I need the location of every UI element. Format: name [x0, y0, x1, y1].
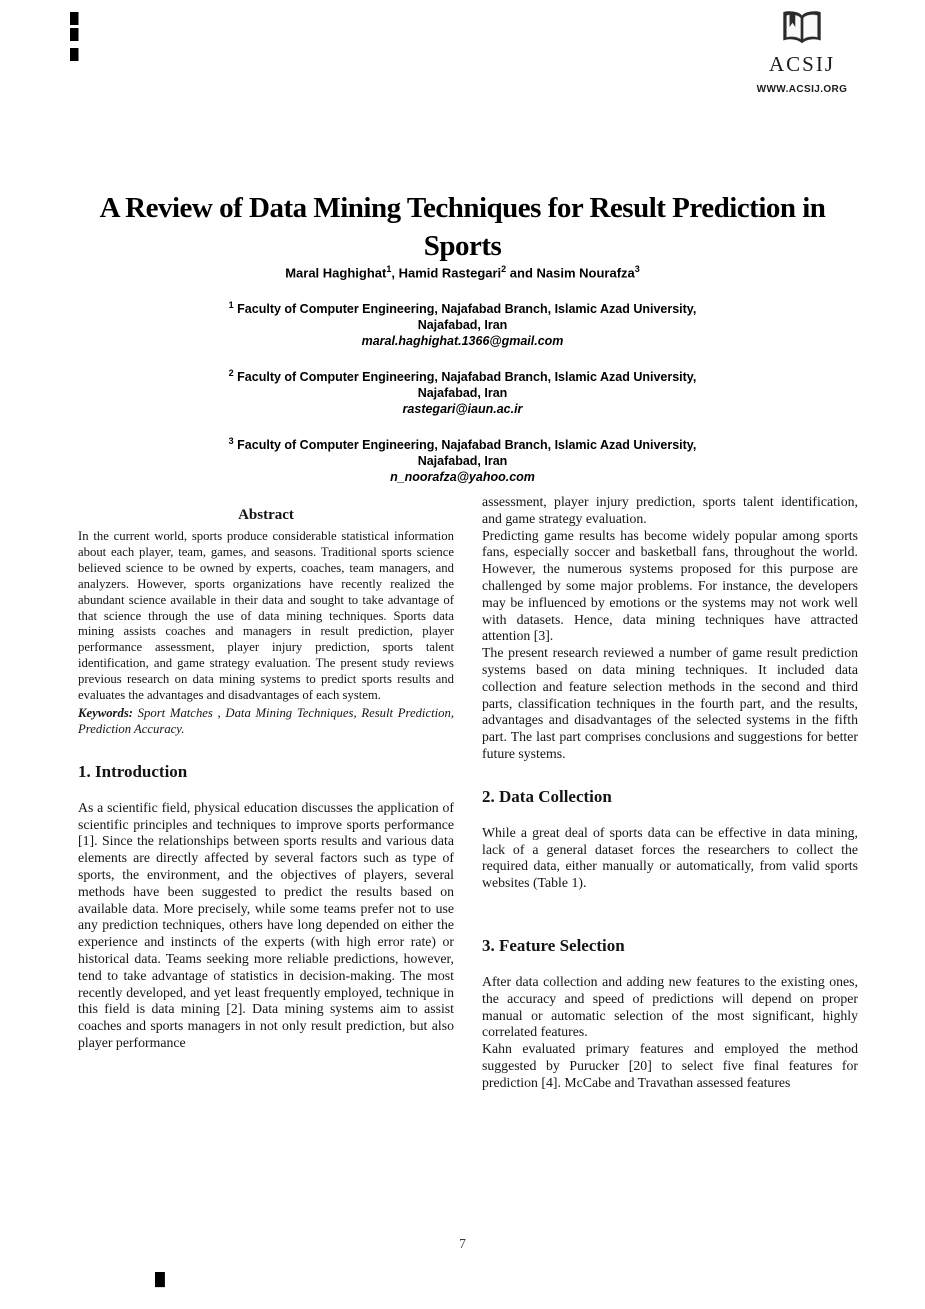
- right-column: [482, 494, 858, 1092]
- affiliation-block: [0, 297, 925, 349]
- affiliation-superscript: 1: [228, 300, 234, 310]
- keywords-label: Keywords:: [78, 705, 133, 720]
- affiliation-superscript: 3: [228, 436, 234, 447]
- author-email-link[interactable]: rastegari@iaun.ac.ir: [402, 402, 523, 417]
- logo-acronym: ACSIJ: [768, 52, 836, 76]
- affiliation-block: [0, 433, 925, 485]
- acsij-logo: [752, 8, 852, 95]
- authors-line: [0, 264, 925, 280]
- continuation-paragraph: The present research reviewed a number of game result prediction systems based on data mining techniques. It included data collection and feature selection methods in the second and third parts, classification techniques in the fourth part, and the results, advantages and disadvantages of the selected systems in the fifth part. The last part comprises conclusions and suggestions for better future systems.: [482, 645, 858, 761]
- section-heading-feature-selection: 3. Feature Selection: [482, 935, 625, 955]
- feature-selection-paragraph: Kahn evaluated primary features and employed the method suggested by Purucker [20] to select five final features for prediction [4]. McCabe and Travathan assessed features: [482, 1041, 858, 1090]
- affiliation-text: Faculty of Computer Engineering, Najafabad Branch, Islamic Azad University,: [237, 302, 697, 317]
- author-superscript: 1: [386, 264, 392, 274]
- keywords-text: Sport Matches , Data Mining Techniques, Result Prediction, Prediction Accuracy.: [78, 705, 454, 736]
- open-book-icon: [752, 8, 852, 50]
- journal-header-marks: [70, 12, 81, 64]
- affiliation-superscript: 2: [228, 368, 234, 379]
- author-superscript: 3: [634, 264, 640, 274]
- continuation-paragraph: Predicting game results has become widely popular among sports fans, especially soccer and basketball fans, throughout the world. However, the numerous systems proposed for this purpose are challenged by some major problems. For instance, the developers may be influenced by emotions or the systems may not work well with datasets. Hence, data mining techniques have attracted attention [3].: [482, 527, 858, 644]
- author-superscript: 2: [501, 264, 507, 274]
- author-email-link[interactable]: n_noorafza@yahoo.com: [390, 470, 535, 485]
- feature-selection-paragraph: After data collection and adding new features to the existing ones, the accuracy and speed of predictions will depend on proper manual or automatic selection of the most significant, highly correlated features.: [482, 973, 858, 1040]
- affiliation-line: [0, 433, 925, 453]
- affiliation-block: [0, 365, 925, 417]
- header-mark-glyph: █: [70, 28, 79, 41]
- author-email-link[interactable]: maral.haghighat.1366@gmail.com: [361, 334, 564, 349]
- header-mark-glyph: █: [70, 12, 79, 25]
- author-name: Nasim Nourafza: [536, 265, 635, 281]
- page-number: 7: [459, 1236, 466, 1251]
- body-columns: [78, 494, 858, 1092]
- paper-title-line1: A Review of Data Mining Techniques for Result Prediction in: [99, 192, 826, 225]
- abstract-text: In the current world, sports produce considerable statistical information about each player, team, games, and seasons. Traditional sports science believed science to be owned by experts, coaches, team managers, and analyzers. However, sports organizations have recently realized the abundant science available in their data and sought to take advantage of that science through the use of data mining techniques. Sports data mining assists coaches and managers in result prediction, player performance assessment, player injury prediction, sports talent identification, and game strategy evaluation. The present study reviews previous research on data mining systems to predict sports results and evaluates the advantages and disadvantages of each system.: [78, 529, 454, 703]
- paper-title-line2: Sports: [423, 230, 502, 263]
- introduction-text: As a scientific field, physical education discusses the application of scientific principles and techniques to improve sports performance [1]. Since the relationships between sports results and various data elements are directly affected by several factors such as type of sports, the environment, and the objectives of players, several methods have been suggested to predict the results based on available data. More precisely, while some teams prefer not to use any prediction techniques, others have long depended on either the experience and instincts of the experts (with high error rate) or historical data. Teams seeking more reliable predictions, however, tend to take advantage of statistics in decision-making. The most recently developed, and yet least frequently employed, technique in this field is data mining [2]. Data mining systems aim to assist coaches and sports managers in not only result prediction, but also player performance: [78, 799, 454, 1050]
- paper-title: [60, 189, 865, 265]
- section-heading-introduction: 1. Introduction: [78, 761, 188, 781]
- affiliation-line: [0, 365, 925, 385]
- left-column: [78, 494, 454, 1092]
- section-heading-data-collection: 2. Data Collection: [482, 786, 612, 806]
- affiliation-location: Najafabad, Iran: [417, 454, 508, 469]
- author-separator: and: [506, 265, 537, 281]
- affiliation-location: Najafabad, Iran: [417, 386, 508, 401]
- affiliation-location: Najafabad, Iran: [417, 318, 508, 333]
- affiliation-line: [0, 297, 925, 317]
- data-collection-text: While a great deal of sports data can be effective in data mining, lack of a general dataset forces the researchers to collect the required data, either manually or automatically, from valid sports websites (Table 1).: [482, 824, 858, 891]
- affiliations: [0, 297, 925, 501]
- affiliation-text: Faculty of Computer Engineering, Najafabad Branch, Islamic Azad University,: [237, 370, 697, 385]
- author-name: Hamid Rastegari: [398, 265, 502, 281]
- footer-mark-glyph: █: [155, 1272, 165, 1287]
- header-mark-glyph: █: [70, 48, 79, 61]
- keywords-line: [78, 706, 454, 738]
- logo-website: WWW.ACSIJ.ORG: [756, 84, 848, 95]
- affiliation-text: Faculty of Computer Engineering, Najafabad Branch, Islamic Azad University,: [237, 438, 697, 453]
- author-name: Maral Haghighat: [285, 265, 387, 281]
- author-separator: ,: [391, 265, 399, 281]
- continuation-paragraph: assessment, player injury prediction, sports talent identification, and game strategy evaluation.: [482, 494, 858, 526]
- abstract-heading: Abstract: [238, 507, 294, 523]
